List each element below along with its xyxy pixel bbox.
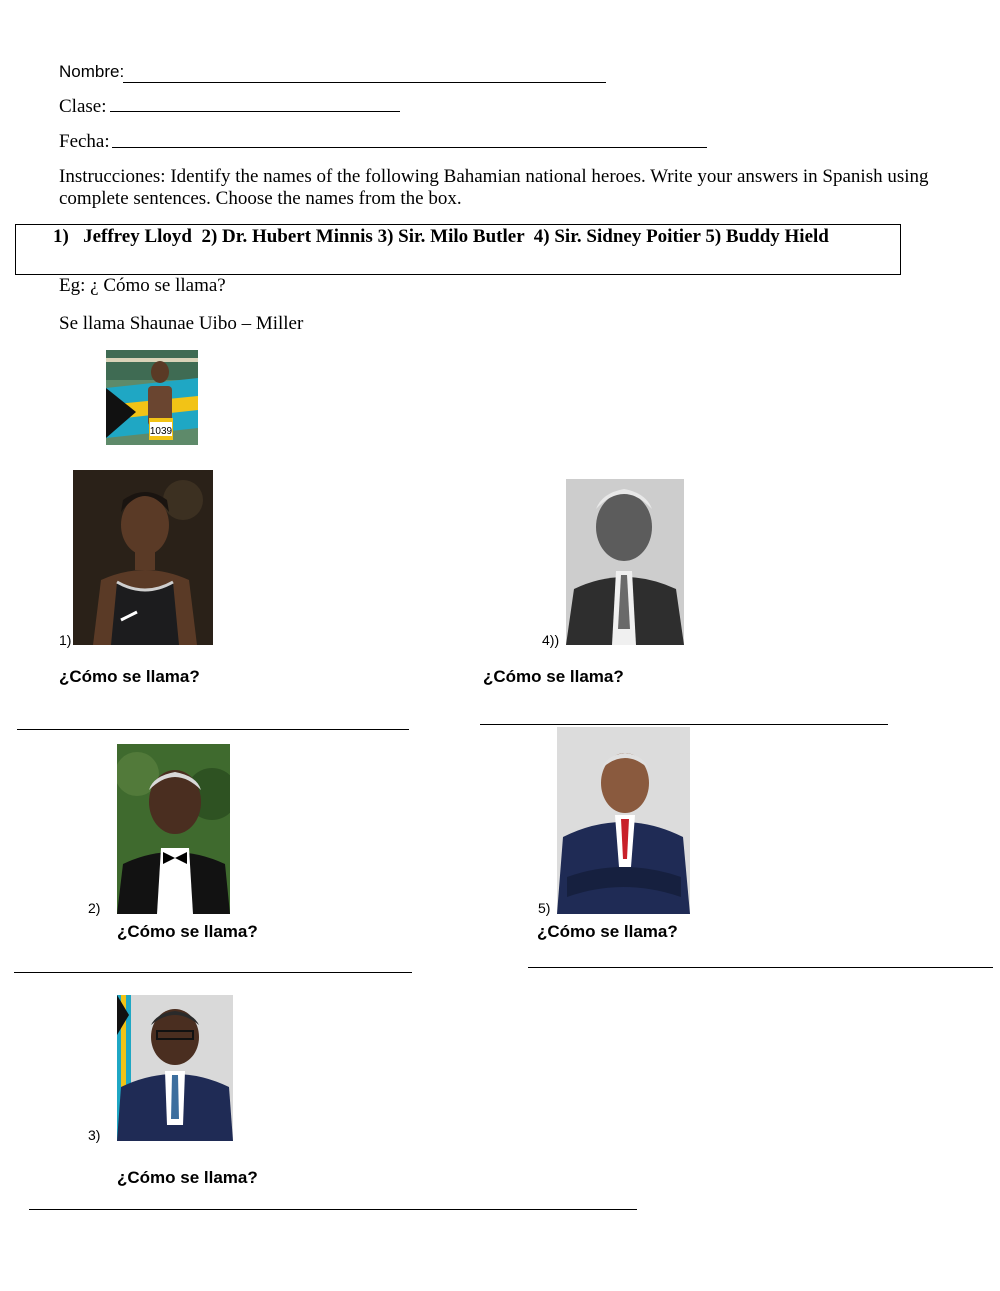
item-5-answer-line[interactable] bbox=[528, 967, 993, 968]
photo-item-3 bbox=[117, 995, 233, 1141]
runner-photo-svg bbox=[106, 350, 198, 445]
item-3-question: ¿Cómo se llama? bbox=[117, 1168, 258, 1187]
name-box-text: 1) Jeffrey Lloyd 2) Dr. Hubert Minnis 3) Sir. Milo Butler 4) Sir. Sidney Poitier 5) Buddy Hield bbox=[53, 226, 829, 247]
instructions: Instrucciones: Identify the names of the following Bahamian national heroes. Write your answers in Spanish using complete sentences. Choose the names from the box. bbox=[59, 166, 929, 209]
item-3-answer-line[interactable] bbox=[29, 1209, 637, 1210]
item-4-question: ¿Cómo se llama? bbox=[483, 667, 624, 686]
nombre-label: Nombre: bbox=[59, 62, 125, 81]
item-2-answer-line[interactable] bbox=[14, 972, 412, 973]
bw-portrait-svg bbox=[566, 479, 684, 645]
flag-portrait-svg bbox=[117, 995, 233, 1141]
clase-line[interactable] bbox=[110, 111, 400, 112]
example-question: Eg: ¿ Cómo se llama? bbox=[59, 275, 226, 296]
photo-item-2 bbox=[117, 744, 230, 914]
bib-number: 1039 bbox=[149, 426, 173, 437]
navy-suit-portrait-svg bbox=[557, 727, 690, 914]
item-5-number: 5) bbox=[538, 900, 551, 916]
example-answer: Se llama Shaunae Uibo – Miller bbox=[59, 313, 304, 334]
item-1-number: 1) bbox=[59, 632, 72, 648]
basketball-player-svg bbox=[73, 470, 213, 645]
item-2-number: 2) bbox=[88, 900, 101, 916]
clase-label: Clase: bbox=[59, 96, 107, 117]
fecha-label: Fecha: bbox=[59, 131, 110, 152]
photo-item-1 bbox=[73, 470, 213, 645]
fecha-line[interactable] bbox=[112, 147, 707, 148]
item-5-question: ¿Cómo se llama? bbox=[537, 922, 678, 941]
item-1-question: ¿Cómo se llama? bbox=[59, 667, 200, 686]
photo-item-4 bbox=[566, 479, 684, 645]
item-4-answer-line[interactable] bbox=[480, 724, 888, 725]
nombre-line[interactable] bbox=[123, 82, 606, 83]
example-photo bbox=[106, 350, 198, 445]
item-1-answer-line[interactable] bbox=[17, 729, 409, 730]
item-4-number: 4)) bbox=[542, 632, 560, 648]
item-2-question: ¿Cómo se llama? bbox=[117, 922, 258, 941]
item-3-number: 3) bbox=[88, 1127, 101, 1143]
photo-item-5 bbox=[557, 727, 690, 914]
tuxedo-portrait-svg bbox=[117, 744, 230, 914]
